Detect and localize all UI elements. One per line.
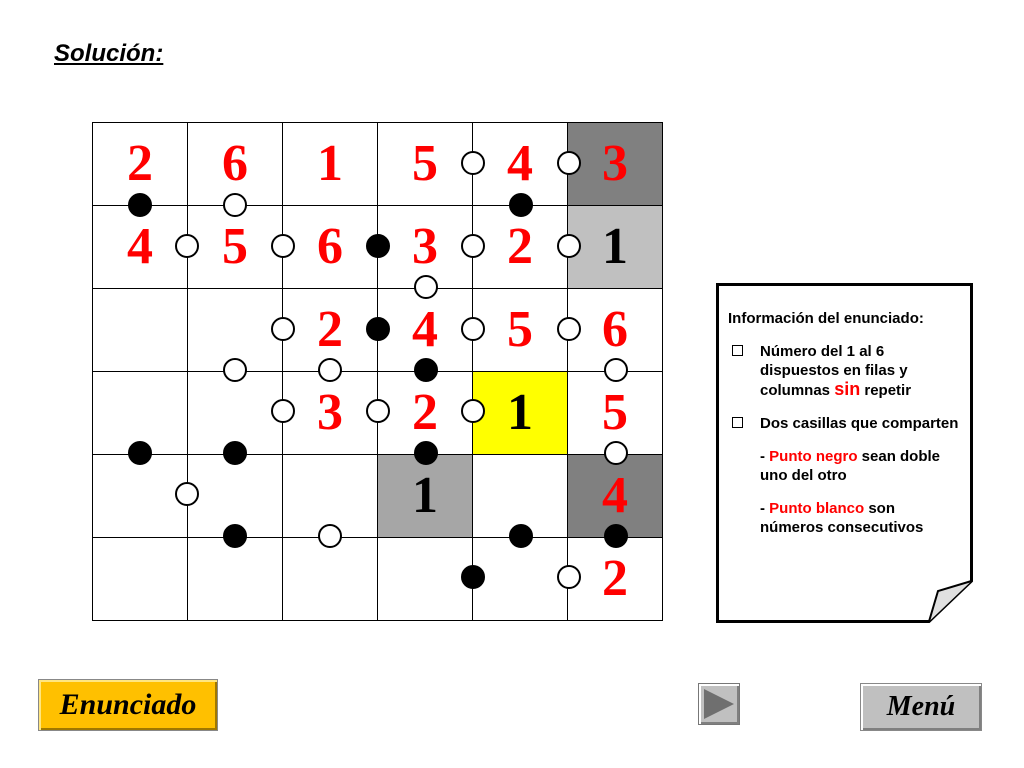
grid-cell: 4 xyxy=(568,455,663,538)
black-dot-icon xyxy=(509,524,533,548)
white-dot-icon xyxy=(223,193,247,217)
grid-cell: 6 xyxy=(188,123,283,206)
checkbox-bullet-icon xyxy=(732,345,743,356)
grid-cell: 2 xyxy=(283,289,378,372)
grid-cell: 4 xyxy=(378,289,473,372)
info-panel xyxy=(716,283,973,623)
white-dot-icon xyxy=(557,151,581,175)
grid-cell: 5 xyxy=(568,372,663,455)
menu-button[interactable]: Menú xyxy=(860,683,982,731)
play-arrow-icon xyxy=(699,684,739,724)
grid-cell: 3 xyxy=(568,123,663,206)
black-dot-icon xyxy=(414,441,438,465)
info-white-dot-rule: - Punto blanco son números consecutivos xyxy=(760,500,924,536)
next-button[interactable] xyxy=(698,683,740,725)
grid-cell: 5 xyxy=(188,206,283,289)
grid-cell: 5 xyxy=(473,289,568,372)
black-dot-icon xyxy=(366,317,390,341)
grid-cell: 2 xyxy=(568,538,663,621)
grid-cell xyxy=(188,538,283,621)
black-dot-icon xyxy=(366,234,390,258)
grid-cell xyxy=(378,538,473,621)
grid-cell: 2 xyxy=(378,372,473,455)
grid-cell: 3 xyxy=(283,372,378,455)
grid-cell: 1 xyxy=(473,372,568,455)
grid-cell xyxy=(93,455,188,538)
checkbox-bullet-icon xyxy=(732,417,743,428)
black-dot-icon xyxy=(128,441,152,465)
grid-cell xyxy=(93,289,188,372)
white-dot-icon xyxy=(557,317,581,341)
info-black-dot-rule: - Punto negro sean doble uno del otro xyxy=(760,448,941,484)
grid-cell: 2 xyxy=(93,123,188,206)
white-dot-icon xyxy=(604,441,628,465)
grid-cell: 1 xyxy=(568,206,663,289)
white-dot-icon xyxy=(318,524,342,548)
enunciado-button[interactable]: Enunciado xyxy=(38,679,218,731)
black-dot-icon xyxy=(414,358,438,382)
grid-cell: 6 xyxy=(568,289,663,372)
black-dot-icon xyxy=(223,441,247,465)
info-item-numbers: Número del 1 al 6 dispuestos en filas y columnas sin repetir xyxy=(728,342,960,400)
white-dot-icon xyxy=(271,317,295,341)
grid-cell: 2 xyxy=(473,206,568,289)
info-heading: Información del enunciado: xyxy=(728,310,924,327)
white-dot-icon xyxy=(414,275,438,299)
info-item-cells: Dos casillas que comparten xyxy=(728,414,960,433)
black-dot-icon xyxy=(461,565,485,589)
grid-cell: 4 xyxy=(93,206,188,289)
black-dot-icon xyxy=(509,193,533,217)
grid-cell: 6 xyxy=(283,206,378,289)
grid-cell: 5 xyxy=(378,123,473,206)
grid-cell xyxy=(473,538,568,621)
grid-cell xyxy=(93,538,188,621)
grid-cell: 4 xyxy=(473,123,568,206)
grid-cell: 1 xyxy=(283,123,378,206)
page-title: Solución: xyxy=(54,40,164,67)
grid-cell: 1 xyxy=(378,455,473,538)
white-dot-icon xyxy=(557,565,581,589)
black-dot-icon xyxy=(223,524,247,548)
white-dot-icon xyxy=(461,317,485,341)
white-dot-icon xyxy=(223,358,247,382)
white-dot-icon xyxy=(557,234,581,258)
black-dot-icon xyxy=(128,193,152,217)
white-dot-icon xyxy=(271,399,295,423)
puzzle-grid xyxy=(92,122,663,621)
black-dot-icon xyxy=(604,524,628,548)
white-dot-icon xyxy=(271,234,295,258)
grid-cell: 3 xyxy=(378,206,473,289)
grid-cell xyxy=(283,538,378,621)
